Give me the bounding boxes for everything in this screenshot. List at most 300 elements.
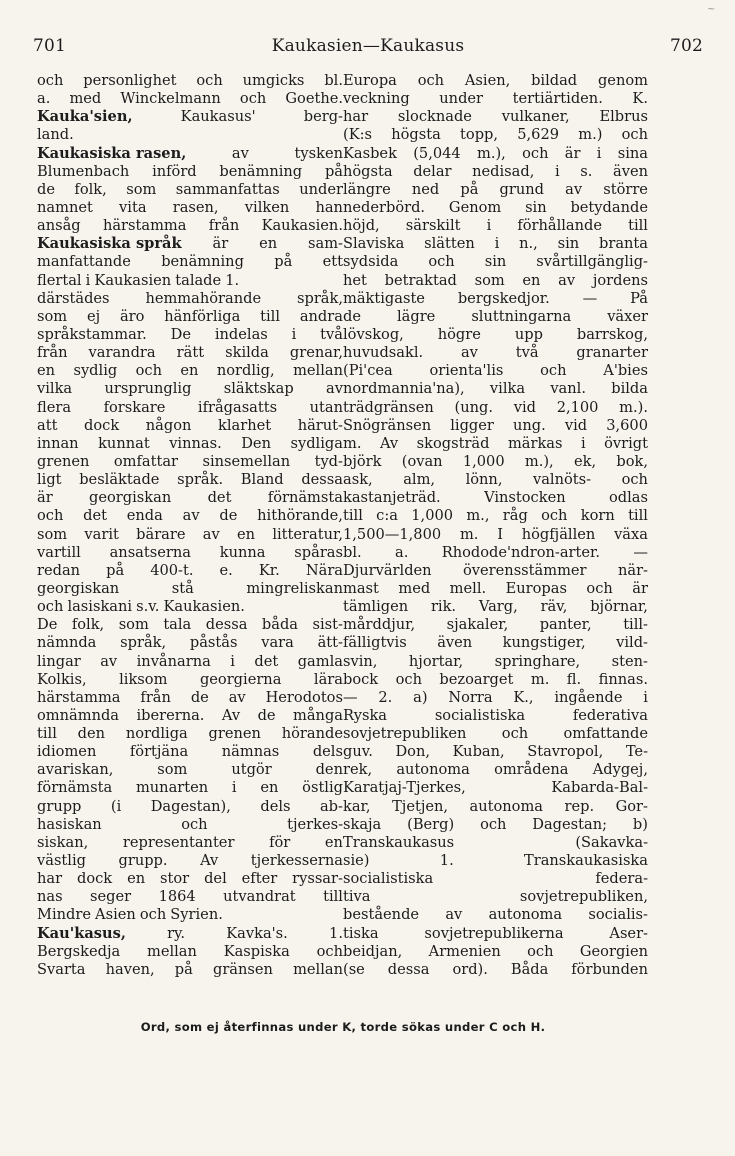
word: beidjan, [343,942,403,960]
word: områdena [494,761,569,779]
entry-headword: Kaukasiska rasen, [37,144,187,162]
word: rasen, [172,198,219,216]
word: till [260,307,280,325]
word: Kaukasien. [261,217,343,235]
word: förbunden [571,960,648,978]
page-number-right: 702 [669,36,703,56]
word: vanl. [550,380,586,398]
word: på [460,180,479,198]
word: slocknade [397,108,472,126]
word: påstås [189,634,238,652]
word: flertal [37,271,82,289]
word: kar, [343,797,371,815]
word: m.), [524,452,554,470]
word: på [106,561,125,579]
word: c:a [376,507,398,525]
word: 5,629 [517,126,560,144]
word: en [37,362,56,380]
word: K., [513,688,534,706]
word: ab- [319,797,343,815]
word: som [474,271,505,289]
word: siskan, [37,833,89,851]
word: överensstämmer [463,561,587,579]
word: och [480,815,507,833]
word: och [37,507,64,525]
scan-corner-mark: ~ [707,4,716,15]
word: under [299,180,343,198]
word: tämligen [343,598,409,616]
word: Armenien [428,942,501,960]
entry-headword: Kaukasiska språk [37,235,182,253]
word: och [181,815,208,833]
text-line [37,145,343,163]
word: tala [163,616,192,634]
word: omfattande [563,725,648,743]
word: växa [614,525,648,543]
word: båda [261,616,299,634]
word: hörande [281,725,343,743]
word: sie) [343,852,370,870]
word: haven, [105,960,155,978]
text-line [343,798,648,816]
word: bergskedjor. [457,289,550,307]
word: och [37,598,64,616]
word: Georgien [579,942,648,960]
word: umgicks [242,72,305,89]
word: Europa [343,72,397,89]
text-line [343,108,648,126]
word: litteratur, [272,525,343,543]
word: klarhet [218,416,272,434]
word: och [586,579,613,597]
word: mellan [293,362,343,380]
word: det [207,489,232,507]
word: Don, [395,743,431,761]
text-line [37,399,343,417]
word: talade [175,271,222,289]
word: forskare [103,398,166,416]
word: sin [525,198,547,216]
word: 1,000 [462,452,505,470]
word: björnar, [590,598,648,616]
word: de [343,307,361,325]
word: m. [343,434,362,452]
text-line [343,489,648,507]
word: tiska [343,924,379,942]
word: de [190,688,209,706]
word: som [118,616,149,634]
word: från [140,688,171,706]
word: Kavka's. [226,924,288,942]
word: georgierna [199,670,282,688]
word: varandra [88,344,156,362]
text-line [37,253,343,271]
word: tysken [294,144,343,162]
word: valnöts- [532,471,592,489]
word: språkstammar. [37,325,147,343]
word: ek, [573,452,597,470]
word: Dagestan), [150,797,231,815]
word: Stavropol, [527,743,604,761]
word: s.v. [136,598,160,616]
word: trädgränsen [343,398,434,416]
text-line [343,870,648,888]
text-line [37,417,343,435]
word: härut- [297,416,343,434]
word: m. [459,525,479,543]
word: andra [299,307,343,325]
text-line [343,598,648,616]
word: De [37,616,58,634]
word: övrigt [604,434,648,452]
word: av [565,180,583,198]
word: Mindre [37,906,91,924]
word: ung. [512,416,546,434]
word: dock [77,870,113,888]
word: Asien [95,906,136,924]
text-line [343,671,648,689]
word: förtjäna [129,743,189,761]
word: ibererna. [136,706,205,724]
word: ry. [167,924,186,942]
word: b) [632,815,648,833]
footer-note: Ord, som ej återfinnas under K, torde sökas under C och H. [140,1020,546,1034]
word: från [37,344,68,362]
word: sammanfattas [175,180,280,198]
word: slätten [424,235,475,253]
word: kungstiger, [502,634,586,652]
word: en [260,779,279,797]
word: det [83,507,107,525]
text-line [343,852,648,870]
text-line [343,90,648,108]
word: genom [597,72,648,89]
word: äro [119,307,145,325]
text-line [37,743,343,761]
word: gamla [297,652,343,670]
text-line [343,399,648,417]
word: två [515,344,539,362]
word: hjortar, [408,652,464,670]
word: tyd- [314,452,343,470]
word: högre [437,325,481,343]
word: av [231,144,249,162]
word: Kaukasien [94,271,172,289]
word: betraktad [384,271,457,289]
word: ryssar- [292,870,343,888]
word: ask, [343,471,373,489]
text-line [37,163,343,181]
word: mårddjur, [343,616,416,634]
word: rätt [176,344,205,362]
text-line [37,761,343,779]
word: lönn, [465,471,503,489]
word: sydlig [73,362,118,380]
word: svin, [343,652,378,670]
text-line [343,453,648,471]
word: ej [86,307,101,325]
word: dessa [205,616,248,634]
word: ligger [450,416,494,434]
word: Ryska [343,706,388,724]
text-line [343,272,648,290]
word: i [291,325,297,343]
word: som [37,307,68,325]
word: av [100,652,118,670]
word: autonoma [469,797,544,815]
word: ursprunglig [104,380,192,398]
word: munarten [135,779,209,797]
word: Dagestan; [532,815,608,833]
word: Slaviska [343,235,405,253]
word: Transkaukasiska [524,852,648,870]
word: de [257,706,276,724]
word: rik. [430,598,457,616]
word: ett [322,253,343,271]
word: a) [413,688,428,706]
text-line [37,816,343,834]
word: och [621,471,648,489]
text-line [343,126,648,144]
word: och [527,942,554,960]
word: omfattar [113,452,179,470]
word: Europas [505,579,567,597]
word: nordmannia'na), [343,380,465,398]
word: veckning [343,90,410,108]
word: — [582,289,598,307]
word: folk, [71,616,105,634]
word: vilken [244,198,290,216]
word: och [139,906,167,924]
word: spåras [294,543,343,561]
word: ligt [37,471,62,489]
word: sydsida [343,253,399,271]
text-line [37,961,343,979]
word: av [228,688,246,706]
text-line [343,471,648,489]
word: korn [580,507,615,525]
word: den [315,761,343,779]
text-line [37,689,343,707]
word: avariskan, [37,761,114,779]
word: 400-t. [150,561,194,579]
word: grund [499,180,545,198]
word: bl. [343,543,362,561]
word: panter, [539,616,592,634]
text-line [343,308,648,326]
word: besläktade [79,471,160,489]
text-line [37,616,343,634]
word: fl. [566,670,582,688]
word: Tjetjen, [392,797,449,815]
word: nordliga [125,725,188,743]
text-line [37,326,343,344]
word: (5,044 [413,144,461,162]
word: som [157,761,188,779]
word: 2. [378,688,393,706]
word: sovjetrepubliken, [519,888,648,906]
text-line [343,761,648,779]
text-line [343,72,648,90]
text-line [37,725,343,743]
word: de [37,180,55,198]
word: högsta [391,126,441,144]
word: när- [617,561,648,579]
text-line [37,653,343,671]
text-line [37,108,343,126]
word: längre [343,180,391,198]
word: och [135,362,162,380]
text-line [343,707,648,725]
page-number-left: 701 [33,36,67,56]
word: och [540,362,567,380]
word: tjerkesserna [250,852,343,870]
word: Goethe. [285,90,343,108]
text-line [37,707,343,725]
word: även [437,634,473,652]
word: och [196,72,223,89]
word: lasiskani [67,598,133,616]
text-line [37,507,343,525]
word: branta [599,235,648,253]
word: nordlig, [216,362,275,380]
word: särskilt [405,217,461,235]
word: en [127,870,146,888]
text-line [37,489,343,507]
word: 1. [329,924,343,942]
word: lövskog, [343,325,404,343]
word: och [522,144,549,162]
word: införd [152,162,197,180]
word: skogsträd [416,434,490,452]
text-line [343,362,648,380]
word: seger [90,888,132,906]
text-line [37,126,343,144]
text-line [343,199,648,217]
text-line [37,562,343,580]
text-line [343,235,648,253]
word: även [613,162,648,180]
word: det [254,652,279,670]
word: i [231,779,237,797]
word: 2,100 [556,398,599,416]
word: autonoma [396,761,470,779]
text-line [343,507,648,525]
word: och [37,72,64,89]
text-line [37,290,343,308]
word: tertiärtiden. [512,90,603,108]
word: vid [513,398,536,416]
text-line [37,834,343,852]
word: bärare [136,525,186,543]
left-text-column [37,72,343,979]
word: av [558,271,576,289]
word: gränsen [212,960,273,978]
word: lära [313,670,343,688]
word: ätt- [317,634,343,652]
word: är [37,489,53,507]
word: björk [343,452,382,470]
word: federativa [572,706,648,724]
word: rep. [564,797,595,815]
word: att [37,416,58,434]
word: grenen [208,725,261,743]
word: Av [221,706,241,724]
word: på [274,253,293,271]
word: bilda [611,380,648,398]
word: mell. [449,579,487,597]
word: svårtillgänglig- [536,253,648,271]
word: har [343,108,369,126]
word: bock [343,670,379,688]
word: mäktigaste [343,289,425,307]
word: berg- [303,108,343,126]
text-line [343,689,648,707]
text-line [343,145,648,163]
word: vita [119,198,147,216]
word: Te- [625,743,648,761]
word: med [398,579,431,597]
word: socialistiska [343,870,434,888]
text-line [343,326,648,344]
word: ansatserna [109,543,191,561]
word: 1. [439,852,454,870]
word: någon [145,416,192,434]
word: mellan [147,942,197,960]
word: de [219,507,238,525]
word: (Berg) [407,815,455,833]
word: under [439,90,484,108]
word: ned [411,180,440,198]
text-line [37,852,343,870]
word: härstamma [37,688,121,706]
text-line [343,925,648,943]
text-line [343,961,648,979]
word: grupp. [118,852,168,870]
word: 1,500—1,800 [343,525,442,543]
text-line [37,272,343,290]
word: nämnas [221,743,280,761]
word: Kuban, [452,743,505,761]
text-line [37,453,343,471]
text-line [343,562,648,580]
word: dels [260,797,291,815]
word: barrskog, [576,325,648,343]
word: upp [514,325,543,343]
word: bezoarget [439,670,514,688]
word: personlighet [83,72,177,89]
text-line [37,888,343,906]
word: omnämnda [37,706,120,724]
word: topp, [460,126,499,144]
word: räv, [540,598,568,616]
word: Kasbek [343,144,397,162]
word: Den [241,434,271,452]
word: utvandrat [223,888,296,906]
word: språk, [120,634,167,652]
text-line [343,888,648,906]
word: efter [241,870,278,888]
word: land. [37,126,74,144]
word: hithörande, [257,507,343,525]
text-line [37,362,343,380]
text-line [37,526,343,544]
text-line [343,544,648,562]
word: De [170,325,191,343]
word: Bergskedja [37,942,121,960]
text-line [37,235,343,253]
word: märkas [507,434,563,452]
